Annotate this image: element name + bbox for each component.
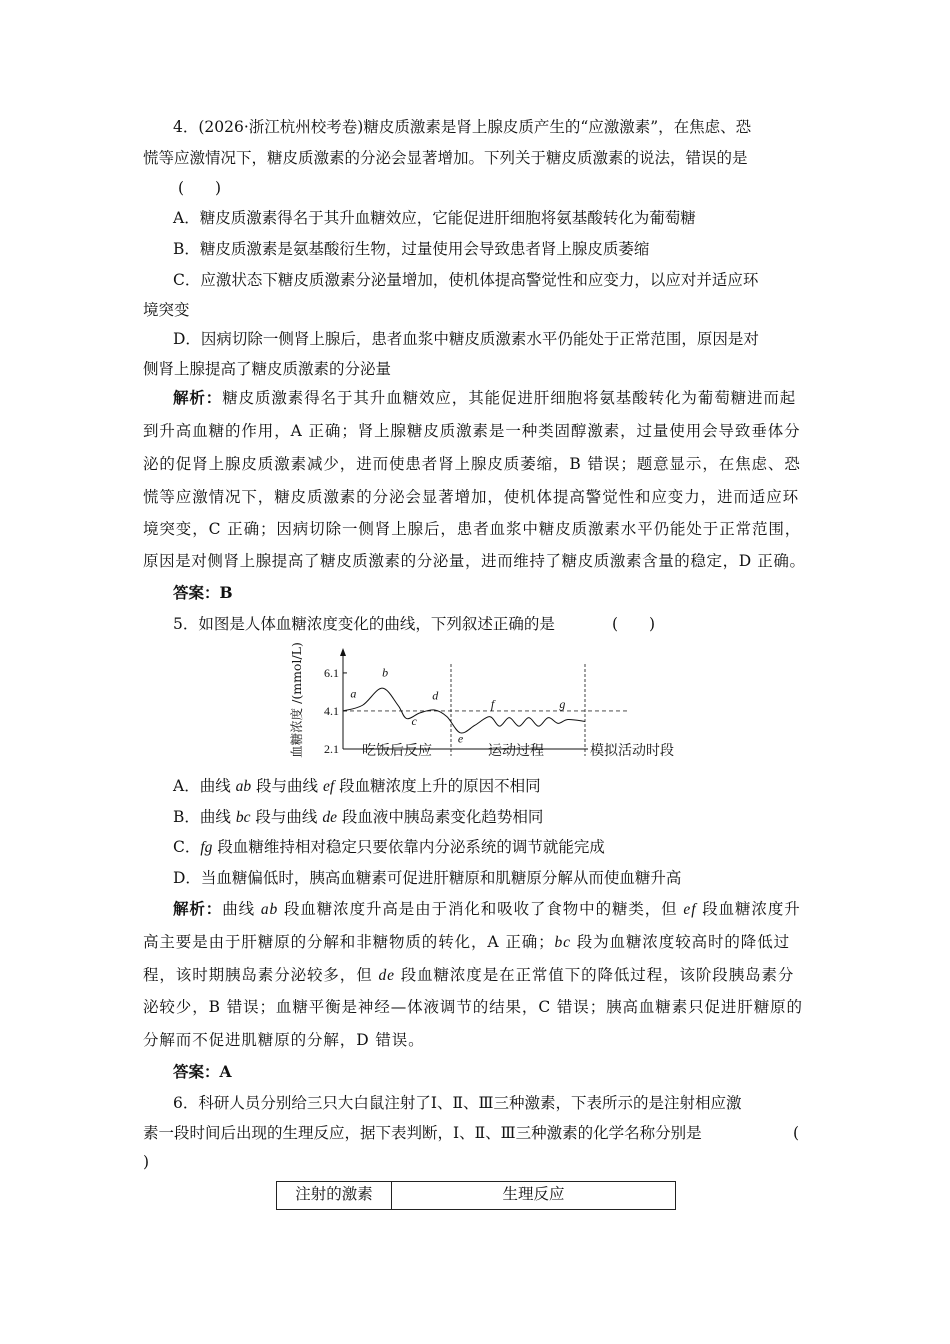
q5-option-b-var1: bc — [235, 809, 251, 826]
q4-answer-paren: ( ) — [178, 179, 222, 197]
point-label-g: g — [559, 697, 566, 712]
q5-analysis-3v1: de — [378, 967, 395, 984]
q5-option-a-mid: 段与曲线 — [251, 777, 323, 795]
q5-analysis-1b: 段血糖浓度升高是由于消化和吸收了食物中的糖类，但 — [278, 900, 684, 918]
chart-frame — [340, 648, 588, 756]
blood-glucose-chart — [290, 646, 640, 758]
q5-option-a-post: 段血糖浓度上升的原因不相同 — [334, 777, 541, 795]
q4-stem-line1: 4．(2026·浙江杭州校考卷)糖皮质激素是肾上腺皮质产生的“应激激素”，在焦虑、恐 — [173, 118, 752, 136]
q4-analysis-line2: 到升高血糖的作用，A 正确；肾上腺糖皮质激素是一种类固醇激素，过量使用会导致垂体分 — [143, 422, 801, 440]
q4-option-d-line2: 侧肾上腺提高了糖皮质激素的分泌量 — [143, 360, 392, 378]
q5-analysis-3b: 段血糖浓度是在正常值下的降低过程，该阶段胰岛素分 — [394, 966, 795, 984]
q5-option-a-var1: ab — [235, 778, 252, 795]
point-label-d: d — [432, 688, 439, 703]
q4-option-c-line1: C．应激状态下糖皮质激素分泌量增加，使机体提高警觉性和应变力，以应对并适应环 — [173, 271, 759, 289]
y-axis-arrow — [340, 648, 346, 656]
q5-analysis-label: 解析： — [173, 899, 223, 918]
phase-label-simulated: 模拟活动时段 — [590, 743, 674, 759]
q4-option-d-line1: D．因病切除一侧肾上腺后，患者血浆中糖皮质激素水平仍能处于正常范围，原因是对 — [173, 330, 759, 348]
q5-option-a-pre: A．曲线 — [173, 777, 236, 795]
q5-analysis-1c: 段血糖浓度升 — [696, 900, 801, 918]
q5-analysis-2a: 高主要是由于肝糖原的分解和非糖物质的转化，A 正确； — [143, 933, 555, 951]
q5-analysis-line3 — [143, 965, 794, 986]
point-label-f: f — [490, 697, 495, 712]
q5-answer: 答案：A — [173, 1062, 232, 1081]
q5-option-c-pre: C． — [173, 838, 201, 856]
phase-label-meal: 吃饭后反应 — [362, 743, 432, 759]
q5-analysis-line5: 分解而不促进肌糖原的分解，D 错误。 — [143, 1031, 425, 1049]
q5-analysis-1a: 曲线 — [222, 900, 261, 918]
q5-analysis-3a: 程，该时期胰岛素分泌较多，但 — [143, 966, 379, 984]
q4-analysis-line4: 慌等应激情况下，糖皮质激素的分泌会显著增加，使机体提高警觉性和应变力，进而适应环 — [143, 488, 800, 506]
q5-analysis-2b: 段为血糖浓度较高时的降低过 — [570, 933, 790, 951]
q4-answer: 答案：B — [173, 583, 233, 602]
q5-analysis-line1 — [173, 899, 801, 920]
q5-option-b-var2: de — [322, 809, 337, 826]
q6-stem-line2: 素一段时间后出现的生理反应，据下表判断，Ⅰ、Ⅱ、Ⅲ三种激素的化学名称分别是 — [143, 1124, 702, 1142]
q4-analysis-line1 — [173, 388, 796, 408]
q4-option-c-line2: 境突变 — [143, 301, 190, 319]
point-label-b: b — [382, 665, 389, 680]
q4-analysis-line5: 境突变，C 正确；因病切除一侧肾上腺后，患者血浆中糖皮质激素水平仍能处于正常范围， — [143, 520, 802, 538]
q5-option-c-post: 段血糖维持相对稳定只要依靠内分泌系统的调节就能完成 — [212, 838, 605, 856]
point-label-e: e — [457, 731, 464, 746]
q5-analysis-line4: 泌较少，B 错误；血糖平衡是神经—体液调节的结果，C 错误；胰高血糖素只促进肝糖原的 — [143, 998, 803, 1016]
y-tick-label-2.1: 2.1 — [324, 742, 339, 756]
q5-option-b — [173, 807, 543, 828]
q5-option-b-post: 段血液中胰岛素变化趋势相同 — [336, 808, 544, 826]
q5-option-b-mid: 段与曲线 — [250, 808, 323, 826]
q4-stem-line2: 慌等应激情况下，糖皮质激素的分泌会显著增加。下列关于糖皮质激素的说法，错误的是 — [143, 149, 748, 167]
q6-paren-close: ) — [143, 1153, 150, 1171]
q5-option-c — [173, 837, 605, 858]
q5-option-c-var1: fg — [200, 839, 213, 856]
point-label-c: c — [411, 714, 417, 729]
hormone-table — [276, 1181, 676, 1210]
q5-analysis-line2 — [143, 932, 790, 953]
q4-option-b: B．糖皮质激素是氨基酸衍生物，过量使用会导致患者肾上腺皮质萎缩 — [173, 240, 650, 258]
q4-analysis-line3: 泌的促肾上腺皮质激素减少，进而使患者肾上腺皮质萎缩，B 错误；题意显示，在焦虑、恐 — [143, 455, 801, 473]
q5-stem: 5．如图是人体血糖浓度变化的曲线，下列叙述正确的是 — [173, 615, 555, 633]
y-tick-label-6.1: 6.1 — [324, 665, 339, 680]
phase-label-exercise: 运动过程 — [488, 743, 544, 759]
q5-option-b-pre: B．曲线 — [173, 808, 236, 826]
q4-analysis-line6: 原因是对侧肾上腺提高了糖皮质激素的分泌量，进而维持了糖皮质激素含量的稳定，D 正确。 — [143, 552, 806, 570]
point-label-a: a — [350, 686, 357, 701]
q5-analysis-1v1: ab — [260, 901, 279, 918]
q4-analysis-label: 解析： — [173, 388, 223, 407]
chart-ylabel: 血糖浓度 /(mmol/L) — [289, 642, 304, 758]
q5-option-d: D．当血糖偏低时，胰高血糖素可促进肝糖原和肌糖原分解从而使血糖升高 — [173, 869, 682, 887]
q5-option-a-var2: ef — [322, 778, 335, 795]
q6-paren-open: ( — [793, 1124, 800, 1142]
y-tick-label-4.1: 4.1 — [324, 703, 339, 718]
table-header-response: 生理反应 — [392, 1182, 676, 1210]
q5-option-a — [173, 776, 541, 797]
table-header-row — [277, 1182, 676, 1210]
q4-option-a: A．糖皮质激素得名于其升血糖效应，它能促进肝细胞将氨基酸转化为葡萄糖 — [173, 209, 696, 227]
q5-analysis-1v2: ef — [683, 901, 697, 918]
table-header-hormone: 注射的激素 — [277, 1182, 392, 1210]
q6-stem-line1: 6．科研人员分别给三只大白鼠注射了Ⅰ、Ⅱ、Ⅲ三种激素，下表所示的是注射相应激 — [173, 1094, 742, 1112]
q5-answer-paren: ( ) — [612, 615, 656, 633]
q5-analysis-2v1: bc — [554, 934, 571, 951]
q4-analysis-text: 糖皮质激素得名于其升血糖效应，其能促进肝细胞将氨基酸转化为葡萄糖进而起 — [222, 389, 797, 407]
